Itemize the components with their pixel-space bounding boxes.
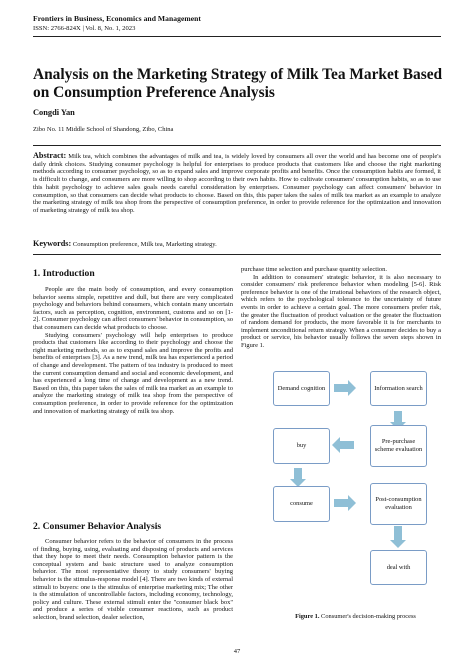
flow-box-pre-purchase-evaluation: Pre-purchase scheme evaluation [370, 425, 427, 467]
abstract [33, 152, 441, 215]
journal-name: Frontiers in Business, Economics and Management [33, 14, 202, 23]
section-1-heading: 1. Introduction [33, 268, 95, 279]
section-2-body [33, 538, 233, 622]
caption-text: Consumer's decision-making process [319, 613, 416, 620]
header-rule [33, 36, 441, 37]
keywords [33, 239, 441, 248]
figure-caption [270, 613, 441, 620]
issn-line: ISSN: 2766-824X | Vol. 8, No. 1, 2023 [33, 25, 136, 32]
paragraph: In addition to consumers' strategic behavior, it is also necessary to consider consumers' risk preference behavior when modeling [5-6]. Risk preference behavior is one of the irrational behaviors of the research object, which refers to the psychological tolerance to the uncertainty of future events in order to achieve a certain goal. The more consumers prefer risk, the greater the fluctuation of product valuation or the greater the fluctuation of random demand for products, the more favorable it is for merchants to implement unconditional return strategy. When a consumer decides to buy a product or service, his behavior usually follows the seven steps shown in Figure 1. [241, 273, 441, 349]
page-number: 47 [233, 648, 241, 655]
flow-box-deal-with: deal with [370, 550, 427, 585]
paper-title: Analysis on the Marketing Strategy of Milk Tea Market Based on Consumption Preference Analysis [33, 66, 443, 101]
keywords-label: Keywords: [33, 239, 72, 248]
paragraph: Studying consumers' psychology will help enterprises to produce products that customers like according to their psychology and choose the right marketing methods, so as to expand sales and improve the profits and benefits of enterprises [3]. As a new trend, milk tea has experienced a period of change and development. The pattern of tea industry is produced to meet the current consumption demand and social and economic development, and has experienced a long time of change and development as a new trend. Based on this, this paper takes the sales of milk tea market as an example to analyze the marketing strategy of milk tea shop from the perspective of consumption preference, in order to provide reference for the optimization and innovation of marketing strategy of milk tea shop. [33, 331, 233, 415]
paragraph: Consumer behavior refers to the behavior of consumers in the process of finding, buying, using, evaluating and disposing of products and services that they hope to meet their needs. Consumption behavior pattern is the conceptual system and basic structure used to analyze consumption behavior. The most representative theory to study consumers' buying behavior is the stimulus-response model [4]. There are two kinds of external stimuli to buyers: one is the stimulus of enterprise marketing mix; The other is the stimulation of uncontrollable factors, including economy, technology, policy and culture. These external stimuli enter the "consumer black box" and produce a series of visible consumer reactions, such as product selection, brand selection, dealer selection, [33, 538, 233, 621]
abstract-top-rule [33, 145, 441, 146]
arrow-right-icon [334, 495, 356, 511]
paragraph: purchase time selection and purchase quantity selection. [241, 266, 388, 273]
flow-box-post-consumption-evaluation: Post-consumption evaluation [370, 483, 427, 525]
abstract-text: Milk tea, which combines the advantages of milk and tea, is widely loved by consumers all over the world and has become one of people's daily drink choices. Studying consumer psychology is helpful for enterprises to produce products that customers like and choose the right marketing methods according to consumer psychology, so as to expand sales and improve corporate profits and benefits. Once the consumption habits are formed, it is difficult to change, and consumers are more willing to shop according to their own habits. How to cultivate consumers' consumption habits, so as to use this habit psychology to achieve sales goals needs careful consideration by enterprises. Consumer psychology can affect consumers' behavior in consumption, so that consumers can decide what products to choose. Based on this, this paper takes the sales of milk tea market as an example to analyze the marketing strategy of milk tea shop from the perspective of consumption preference, in order to provide reference for the optimization and innovation of marketing strategy of milk tea shop. [33, 153, 441, 214]
arrow-down-icon [390, 526, 406, 548]
flow-box-information-search: Information search [370, 371, 427, 406]
keywords-text: Consumption preference, Milk tea, Marketing strategy. [72, 241, 217, 248]
flow-box-demand-cognition: Demand cognition [273, 371, 330, 406]
right-column-body [241, 266, 441, 350]
flow-box-buy: buy [273, 428, 330, 464]
abstract-label: Abstract: [33, 151, 67, 160]
section-2-heading: 2. Consumer Behavior Analysis [33, 521, 162, 532]
figure-1 [270, 368, 441, 605]
arrow-down-icon [290, 468, 306, 487]
abstract-bottom-rule [33, 254, 441, 255]
affiliation: Zibo No. 11 Middle School of Shandong, Zibo, China [33, 126, 174, 133]
flow-box-consume: consume [273, 486, 330, 522]
author-name: Congdi Yan [33, 108, 75, 117]
caption-label: Figure 1. [295, 613, 320, 620]
arrow-left-icon [332, 437, 354, 453]
section-1-body [33, 286, 233, 415]
paragraph: People are the main body of consumption, and every consumption behavior seems simple, repetitive and dull, but there are very complicated psychology and behaviors behind consumers, which contain many uncertain factors, such as perception, cognition, environment, customs and so on [1-2]. Consumer psychology can affect consumers' behavior in consumption, so that consumers can decide what products to choose. [33, 286, 233, 331]
arrow-right-icon [334, 380, 356, 396]
